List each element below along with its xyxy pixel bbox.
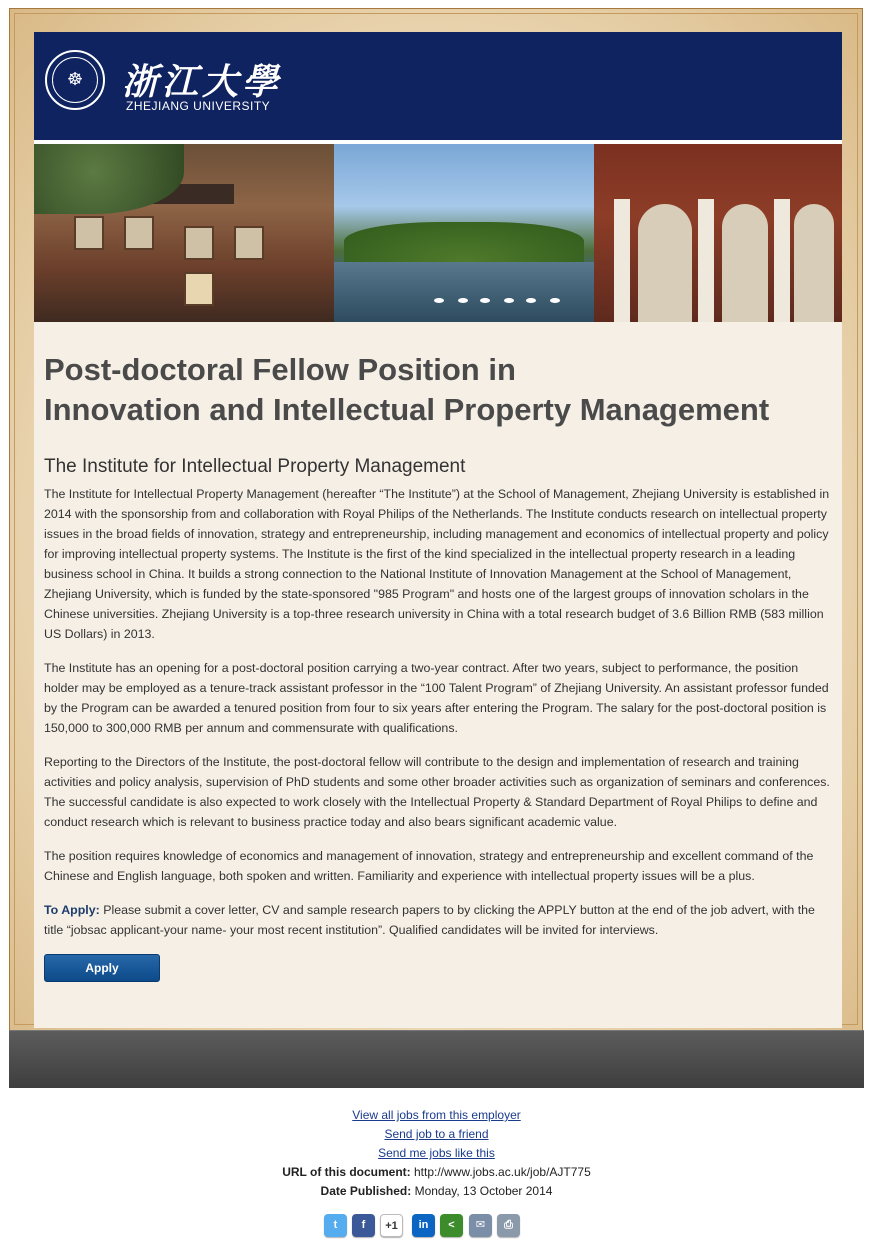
university-name-chinese: 浙江大學	[122, 61, 283, 103]
facebook-icon[interactable]: f	[352, 1214, 375, 1237]
linkedin-icon[interactable]: in	[412, 1214, 435, 1237]
paragraph-institute: The Institute for Intellectual Property Management (hereafter “The Institute”) at the School of Management, Zhejiang University is established in 2014 with the sponsorship from and collaboration with Royal Philips of the Netherlands. The Institute conducts research on intellectual property issues in the broad fields of innovation, strategy and entrepreneurship, including management and economics of intellectual property and policy for improving intellectual property systems. The Institute is the first of the kind specialized in the intellectual property research in a leading business school in China. It builds a strong connection to the National Institute of Innovation Management at the School of Management, Zhejiang University, which is funded by the state-sponsored "985 Program" and hosts one of the largest groups of innovation scholars in the Chinese universities. Zhejiang University is a top-three research university in China with a total research budget of 3.6 Billion RMB (583 million US Dollars) in 2013.	[44, 487, 830, 641]
apply-instructions: Please submit a cover letter, CV and sample research papers to by clicking the APPLY button at the end of the job advert, with the title “jobsac applicant-your name- your most recent institution”. Qualified candidates will be invited for interviews.	[44, 903, 815, 937]
job-advert	[34, 32, 842, 1028]
email-icon[interactable]: ✉	[469, 1214, 492, 1237]
google-plus-icon[interactable]: +1	[380, 1214, 403, 1237]
similar-jobs-link[interactable]: Send me jobs like this	[378, 1146, 495, 1160]
date-published	[0, 1182, 873, 1201]
date-label: Date Published:	[320, 1184, 412, 1198]
banner-arcade	[594, 144, 842, 322]
paragraph-duties: Reporting to the Directors of the Institute, the post-doctoral fellow will contribute to the design and implementation of research and training activities and policy analysis, supervision of PhD students and some other broader activities such as organization of seminars and conferences. The successful candidate is also expected to work closely with the Intellectual Property & Standard Department of Royal Philips to define and conduct research which is relevant to business practice today and also bears significant academic value.	[44, 755, 830, 829]
university-seal-logo	[45, 50, 105, 110]
share-icon[interactable]: <	[440, 1214, 463, 1237]
job-links	[0, 1106, 873, 1201]
paragraph-how-to-apply	[44, 900, 834, 940]
job-title-line-2: Innovation and Intellectual Property Management	[44, 392, 770, 427]
job-title-line-1: Post-doctoral Fellow Position in	[44, 352, 516, 387]
campus-banner-image	[34, 144, 842, 322]
paragraph-requirements: The position requires knowledge of economics and management of innovation, strategy and entrepreneurship and excellent command of the Chinese and English language, both spoken and written. Familiarity and experience with intellectual property issues will be a plus.	[44, 849, 814, 883]
url-label: URL of this document:	[282, 1165, 411, 1179]
banner-building	[34, 144, 334, 322]
university-name-english: ZHEJIANG UNIVERSITY	[126, 99, 271, 113]
view-all-jobs-link[interactable]: View all jobs from this employer	[352, 1108, 521, 1122]
apply-button[interactable]: Apply	[44, 954, 160, 982]
job-title	[44, 350, 834, 430]
footer-bar	[9, 1030, 864, 1088]
date-value: Monday, 13 October 2014	[414, 1184, 553, 1198]
print-icon[interactable]: ⎙	[497, 1214, 520, 1237]
twitter-icon[interactable]: t	[324, 1214, 347, 1237]
section-heading: The Institute for Intellectual Property Management	[44, 456, 466, 477]
university-header	[34, 32, 842, 144]
document-url	[0, 1163, 873, 1182]
url-value: http://www.jobs.ac.uk/job/AJT775	[414, 1165, 591, 1179]
apply-label: To Apply:	[44, 903, 100, 917]
send-to-friend-link[interactable]: Send job to a friend	[384, 1127, 489, 1141]
job-content	[44, 350, 834, 982]
banner-lake	[334, 262, 594, 322]
seal-emblem-icon: ☸	[66, 69, 84, 90]
paragraph-position: The Institute has an opening for a post-doctoral position carrying a two-year contract. After two years, subject to performance, the position holder may be employed as a tenure-track assistant professor in the “100 Talent Program” of Zhejiang University. An assistant professor funded by the Program can be awarded a tenured position from four to six years after entering the Program. The salary for the post-doctoral position is 150,000 to 300,000 RMB per annum and commensurate with qualifications.	[44, 661, 829, 735]
